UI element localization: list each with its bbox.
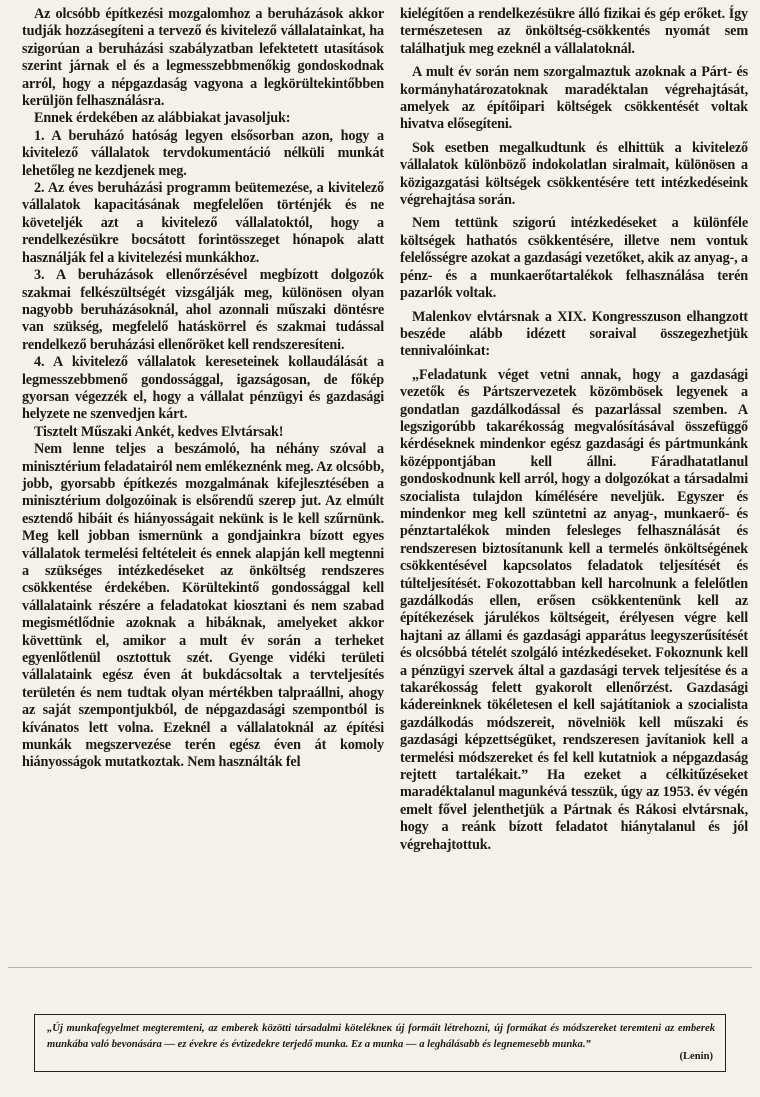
paragraph: Malenkov elvtársnak a XIX. Kongresszuson elhangzott beszéde alább idézett soraival összegezhetjük tennivalóinkat: [400, 308, 748, 360]
paragraph: 2. Az éves beruházási programm beütemezése, a kivitelező vállalatok kapacitásának megfelelően történjék és ne követeljék azt a kivitelező vállalatoktól, hogy a rendelkezésükre bocsátott forintösszeget hónapok alatt használják fel a kivitelezési munkákhoz. [22, 180, 384, 266]
paragraph: Sok esetben megalkudtunk és elhittük a kivitelező vállalatok különböző indokolatlan siralmait, különösen a közigazgatási költségek csökkentésére tett intézkedéseink végrehajtása során. [400, 139, 748, 209]
paragraph: 3. A beruházások ellenőrzésével megbízott dolgozók szakmai felkészültségét vizsgálják meg, különösen olyan nagyobb beruházásoknál, ahol azonnali műszaki döntésre van szükség, megfelelő hatáskörrel és szakmai tudással rendelkező beruházási ellenőröket kell rendszeresíteni. [22, 267, 384, 353]
paragraph: 4. A kivitelező vállalatok kereseteinek kollaudálását a legmesszebbmenő gondossággal, igazságosan, de főkép gyorsan végezzék el, hogy a vállalat pénzügyi és gazdasági helyzete ne szenvedjen kárt. [22, 354, 384, 423]
malenkov-quote: „Feladatunk véget vetni annak, hogy a gazdasági vezetők és Pártszervezetek közömbösek legyenek a gondatlan gazdálkodással és pazarlással szemben. A legszigorúbb takarékosság megvalósításával összefüggő kérdéseknek mindenkor egész gazdasági és pártmunkánk középpontjában kell állni. Fáradhatatlanul gondoskodnunk kell arról, hogy a dolgozókat a társadalmi szocialista tulajdon kímélésére neveljük. Egyszer és mindenkor meg kell szüntetni az anyag-, munkaerő- és pénztartalékok minden felesleges felhasználását és rendszeresen biztosítanunk kell a termelés önköltségének csökkentésével kapcsolatos feladatok teljesítését és túlteljesítését. Fokozottabban kell harcolnunk a felelőtlen gazdálkodás ellen, erősen csökkentenünk kell az építékezések járulékos költségeit, érélyesen végre kell hajtani az állami és gazdasági apparátus leegyszerűsítését és olcsóbbá tételét szolgáló intézkedéseket. Fokoznunk kell a pénzügyi szervek által a gazdasági tervek teljesítése és a takarékosság felett gyakorolt ellenőrzést. Gazdasági kádereinknek tökéletesen el kell sajátítaniok a szocialista gazdálkodás módszereit, növelniök kell műszaki és gazdasági képzettségüket, rendszeresen javítaniok kell a termelési módszereket és fel kell kutatniok a népgazdaság rejtett tartalékait.” Ha ezeket a célkitűzéseket maradéktalanul magunkévá tesszük, úgy az 1953. év végén emelt fővel jelenthetjük a Pártnak és Rákosi elvtársnak, hogy a reánk bízott feladatot hiánytalanul és jól végrehajtottuk. [400, 366, 748, 853]
paragraph: A mult év során nem szorgalmaztuk azoknak a Párt- és kormányhatározatoknak maradéktalan végrehajtását, amelyek az építőipari költségek csökkentését voltak hivatva elősegíteni. [400, 64, 748, 133]
paragraph: kielégítően a rendelkezésükre álló fizikai és gép erőket. Így természetesen az önköltség-csökkentés nyomát sem találhatjuk meg ezeknél a vállalatoknál. [400, 6, 748, 57]
lenin-quote-source: (Lenin) [679, 1051, 713, 1062]
separator-rule [8, 967, 752, 968]
lenin-quote-box [34, 1014, 726, 1072]
paragraph: 1. A beruházó hatóság legyen elsősorban azon, hogy a kivitelező vállalatok tervdokumentáció nélküli munkát lehetőleg ne kezdjenek meg. [22, 127, 384, 179]
paragraph: Tisztelt Műszaki Ankét, kedves Elvtársak! [34, 423, 284, 440]
lenin-quote-text: „Új munkafegyelmet megteremteni, az emberek közötti társadalmi kötelékneк új formáit létrehozni, új formákat és módszereket teremteni az emberek munkába való bevonására — ez évekre és évtizedekre terjedő munka. Ez a munka — a leghálásabb és legnemesebb munka.” [47, 1023, 715, 1050]
right-column [400, 6, 748, 860]
paragraph: Ennek érdekében az alábbiakat javasoljuk: [34, 110, 291, 127]
left-column [22, 6, 384, 772]
paragraph: Nem lenne teljes a beszámoló, ha néhány szóval a minisztérium feladatairól nem emlékeznénk meg. Az olcsóbb, jobb, gyorsabb építkezés mozgalmának kifejlesztésében a minisztérium dolgozóinak is elsőrendű szerep jut. Az elmúlt esztendő hibáit és hiányosságait nekünk is le kell szűrnünk. Meg kell jobban ismernünk a gondjainkra bízott egyes vállalatok termelési feltételeit és ennek alapján kell megtenni a szükséges intézkedéseket az önköltség rendszeres csökkentése érdekében. Körültekintő gondossággal kell vállalataink részére a feladatokat kiosztani és nem szabad megismétlődnie azoknak a hibáknak, amelyeket akkor követtünk el, amikor a mult év során a terheket egyenlőtlenül osztottuk szét. Gyenge vidéki területi vállalataink egész éven át bukdácsoltak a tervteljesítés területén és nem tudtak olyan mértékben talpraállni, ahogy az saját szempontjukból, de népgazdasági szempontból is kívánatos lett volna. Ezeknél a vállalatoknál az építési munkák megszervezése terén egész éven át komoly hiányosságok mutatkoztak. Nem használták fel [22, 441, 384, 771]
paragraph: Az olcsóbb építkezési mozgalomhoz a beruházások akkor tudják hozzásegíteni a tervező és kivitelező vállalatainkat, ha szigorúan a beruházási szabályzatban lefektetett utasítások szerint járnak el és a legmesszebbmenőkig gondoskodnak arról, hogy a népgazdaság vagyona a legkörültekintőbben kerüljön felhasználásra. [22, 6, 384, 110]
paragraph: Nem tettünk szigorú intézkedéseket a különféle költségek hathatós csökkentésére, illetve nem vontuk felelősségre azokat a gazdasági vezetőket, akik az anyag-, a pénz- és a munkaerőtartalékok felhasználása terén pazarlók voltak. [400, 215, 748, 302]
